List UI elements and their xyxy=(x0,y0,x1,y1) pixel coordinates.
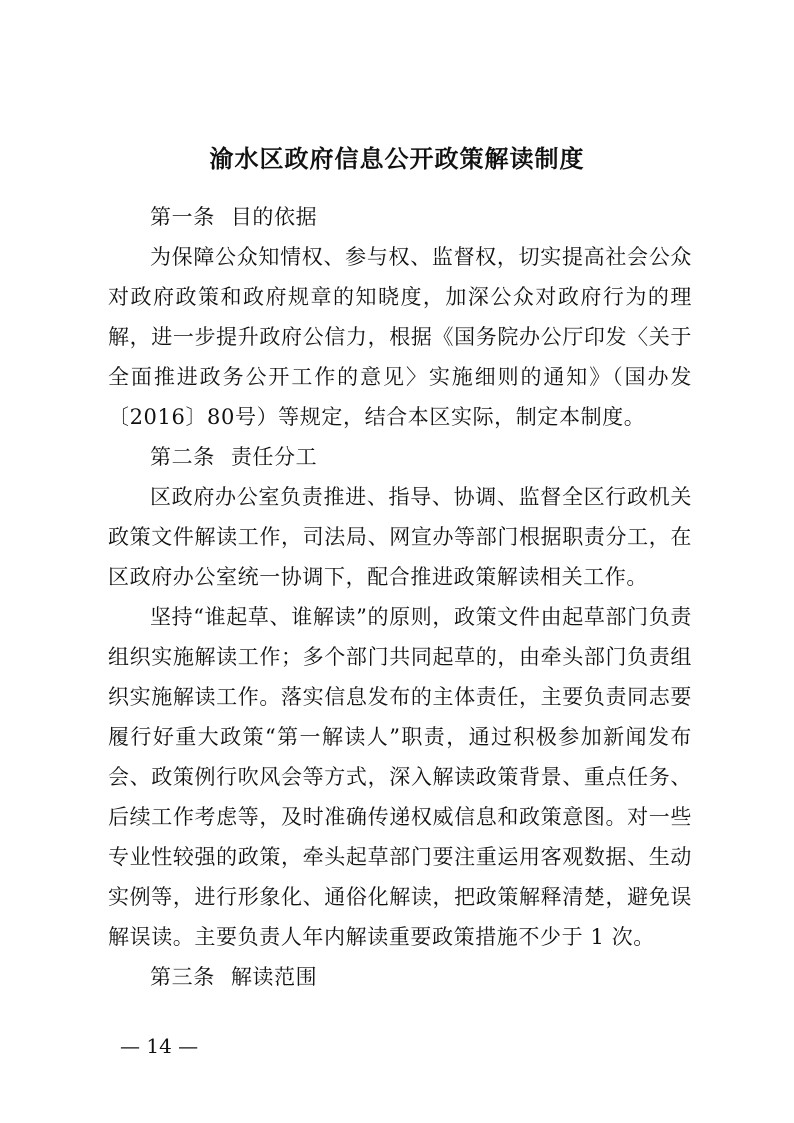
article-1-number: 第一条 xyxy=(150,205,215,229)
article-1-paragraph: 为保障公众知情权、参与权、监督权，切实提高社会公众对政府政策和政府规章的知晓度，加深公众对政府行为的理解，进一步提升政府公信力，根据《国务院办公厅印发〈关于全面推进政务公开工作的意见〉实施细则的通知》（国办发〔2016〕80号）等规定，结合本区实际，制定本制度。 xyxy=(108,245,692,429)
article-3-title: 解读范围 xyxy=(230,965,318,989)
article-3-heading xyxy=(108,957,692,997)
article-2-number: 第二条 xyxy=(150,445,215,469)
page-number: — 14 — xyxy=(120,1034,199,1058)
article-1-heading xyxy=(108,197,692,237)
article-2-paragraph-1: 区政府办公室负责推进、指导、协调、监督全区行政机关政策文件解读工作，司法局、网宣办等部门根据职责分工，在区政府办公室统一协调下，配合推进政策解读相关工作。 xyxy=(108,485,692,589)
article-3-number: 第三条 xyxy=(150,965,215,989)
article-2-title: 责任分工 xyxy=(230,445,318,469)
article-1-title: 目的依据 xyxy=(230,205,318,229)
document-body xyxy=(108,197,692,997)
article-2-paragraph-2: 坚持“谁起草、谁解读”的原则，政策文件由起草部门负责组织实施解读工作；多个部门共同起草的，由牵头部门负责组织实施解读工作。落实信息发布的主体责任，主要负责同志要履行好重大政策“第一解读人”职责，通过积极参加新闻发布会、政策例行吹风会等方式，深入解读政策背景、重点任务、后续工作考虑等，及时准确传递权威信息和政策意图。对一些专业性较强的政策，牵头起草部门要注重运用客观数据、生动实例等，进行形象化、通俗化解读，把政策解释清楚，避免误解误读。主要负责人年内解读重要政策措施不少于 1 次。 xyxy=(108,605,692,949)
article-2-heading xyxy=(108,437,692,477)
document-title: 渝水区政府信息公开政策解读制度 xyxy=(209,145,585,173)
